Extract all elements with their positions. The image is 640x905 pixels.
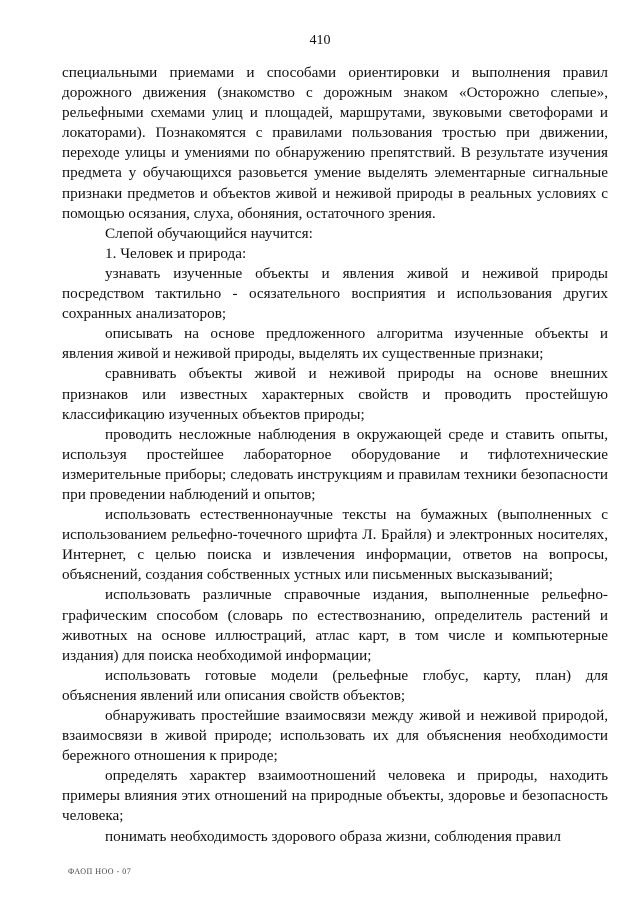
page-number: 410 [309,33,331,48]
list-item: сравнивать объекты живой и неживой природы на основе внешних признаков или известных характерных свойств и проводить простейшую классификацию изученных объектов природы; [62,365,608,423]
list-item: определять характер взаимоотношений человека и природы, находить примеры влияния этих отношений на природные объекты, здоровье и безопасность человека; [62,767,608,825]
footer-code: ФАОП НОО - 07 [68,867,132,876]
document-body [62,63,608,847]
list-item: использовать естественнонаучные тексты на бумажных (выполненных с использованием рельефно-точечного шрифта Л. Брайля) и электронных носителях, Интернет, с целью поиска и извлечения информации, ответов на вопросы, объяснений, создания собственных устных или письменных высказываний; [62,506,608,584]
paragraph: Слепой обучающийся научится: [105,224,313,242]
list-item: обнаруживать простейшие взаимосвязи между живой и неживой природой, взаимосвязи в живой природе; использовать их для объяснения необходимости бережного отношения к природе; [62,707,608,765]
list-item: использовать различные справочные издания, выполненные рельефно-графическим способом (словарь по естествознанию, определитель растений и животных на основе иллюстраций, атлас карт, в том числе и компьютерные издания) для поиска необходимой информации; [62,586,608,664]
list-item: проводить несложные наблюдения в окружающей среде и ставить опыты, используя простейшее лабораторное оборудование и тифлотехнические измерительные приборы; следовать инструкциям и правилам техники безопасности при проведении наблюдений и опытов; [62,425,608,503]
section-heading: 1. Человек и природа: [105,244,247,262]
list-item: описывать на основе предложенного алгоритма изученные объекты и явления живой и неживой природы, выделять их существенные признаки; [62,325,608,363]
list-item: понимать необходимость здорового образа жизни, соблюдения правил [105,827,561,845]
list-item: использовать готовые модели (рельефные глобус, карту, план) для объяснения явлений или описания свойств объектов; [62,666,608,704]
paragraph: специальными приемами и способами ориентировки и выполнения правил дорожного движения (знакомство с дорожным знаком «Осторожно слепые», рельефными схемами улиц и площадей, маршрутами, звуковыми светофорами и локаторами). Познакомятся с правилами пользования тростью при движении, переходе улицы и умениями по обнаружению препятствий. В результате изучения предмета у обучающихся разовьется умение выделять элементарные сигнальные признаки предметов и объектов живой и неживой природы в реальных условиях с помощью осязания, слуха, обоняния, остаточного зрения. [62,64,608,222]
list-item: узнавать изученные объекты и явления живой и неживой природы посредством тактильно - осязательного восприятия и использования других сохранных анализаторов; [62,264,608,323]
